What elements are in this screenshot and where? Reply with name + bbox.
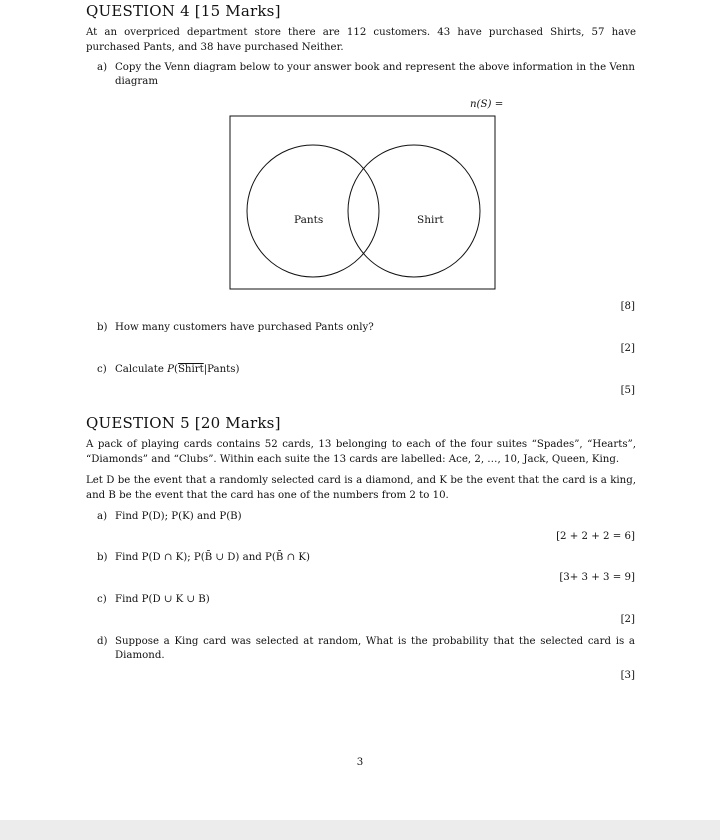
q4-c-marks: [5] (620, 385, 635, 396)
q5-events: Let D be the event that a randomly selected card is a diamond, and K be the event that the card is a king, and B be the event that the card has one of the numbers from 2 to 10. (86, 475, 636, 501)
q4-b-text: How many customers have purchased Pants only? (115, 322, 374, 333)
q4-c-complement-set: Shirt (177, 364, 204, 375)
venn-circle-shirt (348, 145, 480, 277)
q5-b-marks: [3+ 3 + 3 = 9] (559, 572, 635, 583)
q4-c-label: c) (97, 364, 107, 375)
q4-a-marks: [8] (620, 301, 635, 312)
q4-a-text: Copy the Venn diagram below to your answer book and represent the above information in the Venn diagram (115, 62, 635, 87)
q5-b-text: Find P(D ∩ K); P(B̄ ∪ D) and P(B̄ ∩ K) (115, 552, 310, 563)
venn-circle-pants (247, 145, 379, 277)
q4-part-c (97, 363, 637, 377)
viewer-bottom-strip (0, 820, 720, 840)
q5-b-label: b) (97, 552, 108, 563)
q5-d-text: Suppose a King card was selected at random, What is the probability that the selected card is a Diamond. (115, 636, 635, 661)
q5-part-d (97, 635, 637, 665)
q5-heading: QUESTION 5 [20 Marks] (86, 414, 281, 432)
q4-part-b (97, 321, 637, 335)
q4-part-a (97, 61, 637, 87)
q4-b-label: b) (97, 322, 108, 333)
q5-a-text: Find P(D); P(K) and P(B) (115, 511, 242, 522)
q5-d-label: d) (97, 636, 108, 647)
q4-b-marks: [2] (620, 343, 635, 354)
venn-label-shirt: Shirt (417, 214, 444, 226)
q4-heading: QUESTION 4 [15 Marks] (86, 2, 281, 20)
q5-d-marks: [3] (620, 670, 635, 681)
q4-c-prob: P (167, 364, 174, 375)
q4-c-text: Calculate P(Shirt|Pants) (115, 364, 240, 375)
q5-a-label: a) (97, 511, 108, 522)
q4-intro: At an overpriced department store there are 112 customers. 43 have purchased Shirts, 57 have purchased Pants, and 38 have purchased Neither. (86, 27, 636, 53)
q4-c-prefix: Calculate (115, 364, 168, 375)
page-number: 3 (356, 757, 364, 768)
q5-part-b (97, 551, 637, 565)
q5-c-marks: [2] (620, 614, 635, 625)
q5-a-marks: [2 + 2 + 2 = 6] (556, 531, 635, 542)
venn-diagram (228, 114, 500, 292)
venn-universe-label: n(S) = (470, 99, 504, 110)
q5-c-text: Find P(D ∪ K ∪ B) (115, 594, 210, 605)
q4-a-label: a) (97, 62, 108, 73)
q4-c-given: |Pants) (203, 364, 240, 375)
q5-c-label: c) (97, 594, 107, 605)
q5-part-c (97, 593, 637, 607)
q5-part-a (97, 510, 637, 524)
q5-intro: A pack of playing cards contains 52 cards, 13 belonging to each of the four suites “Spades”, “Hearts”, “Diamonds” and “Clubs”. Within each suite the 13 cards are labelled: Ace, 2, …, 10, Jack, Queen, King. (86, 439, 636, 465)
venn-label-pants: Pants (294, 214, 324, 226)
